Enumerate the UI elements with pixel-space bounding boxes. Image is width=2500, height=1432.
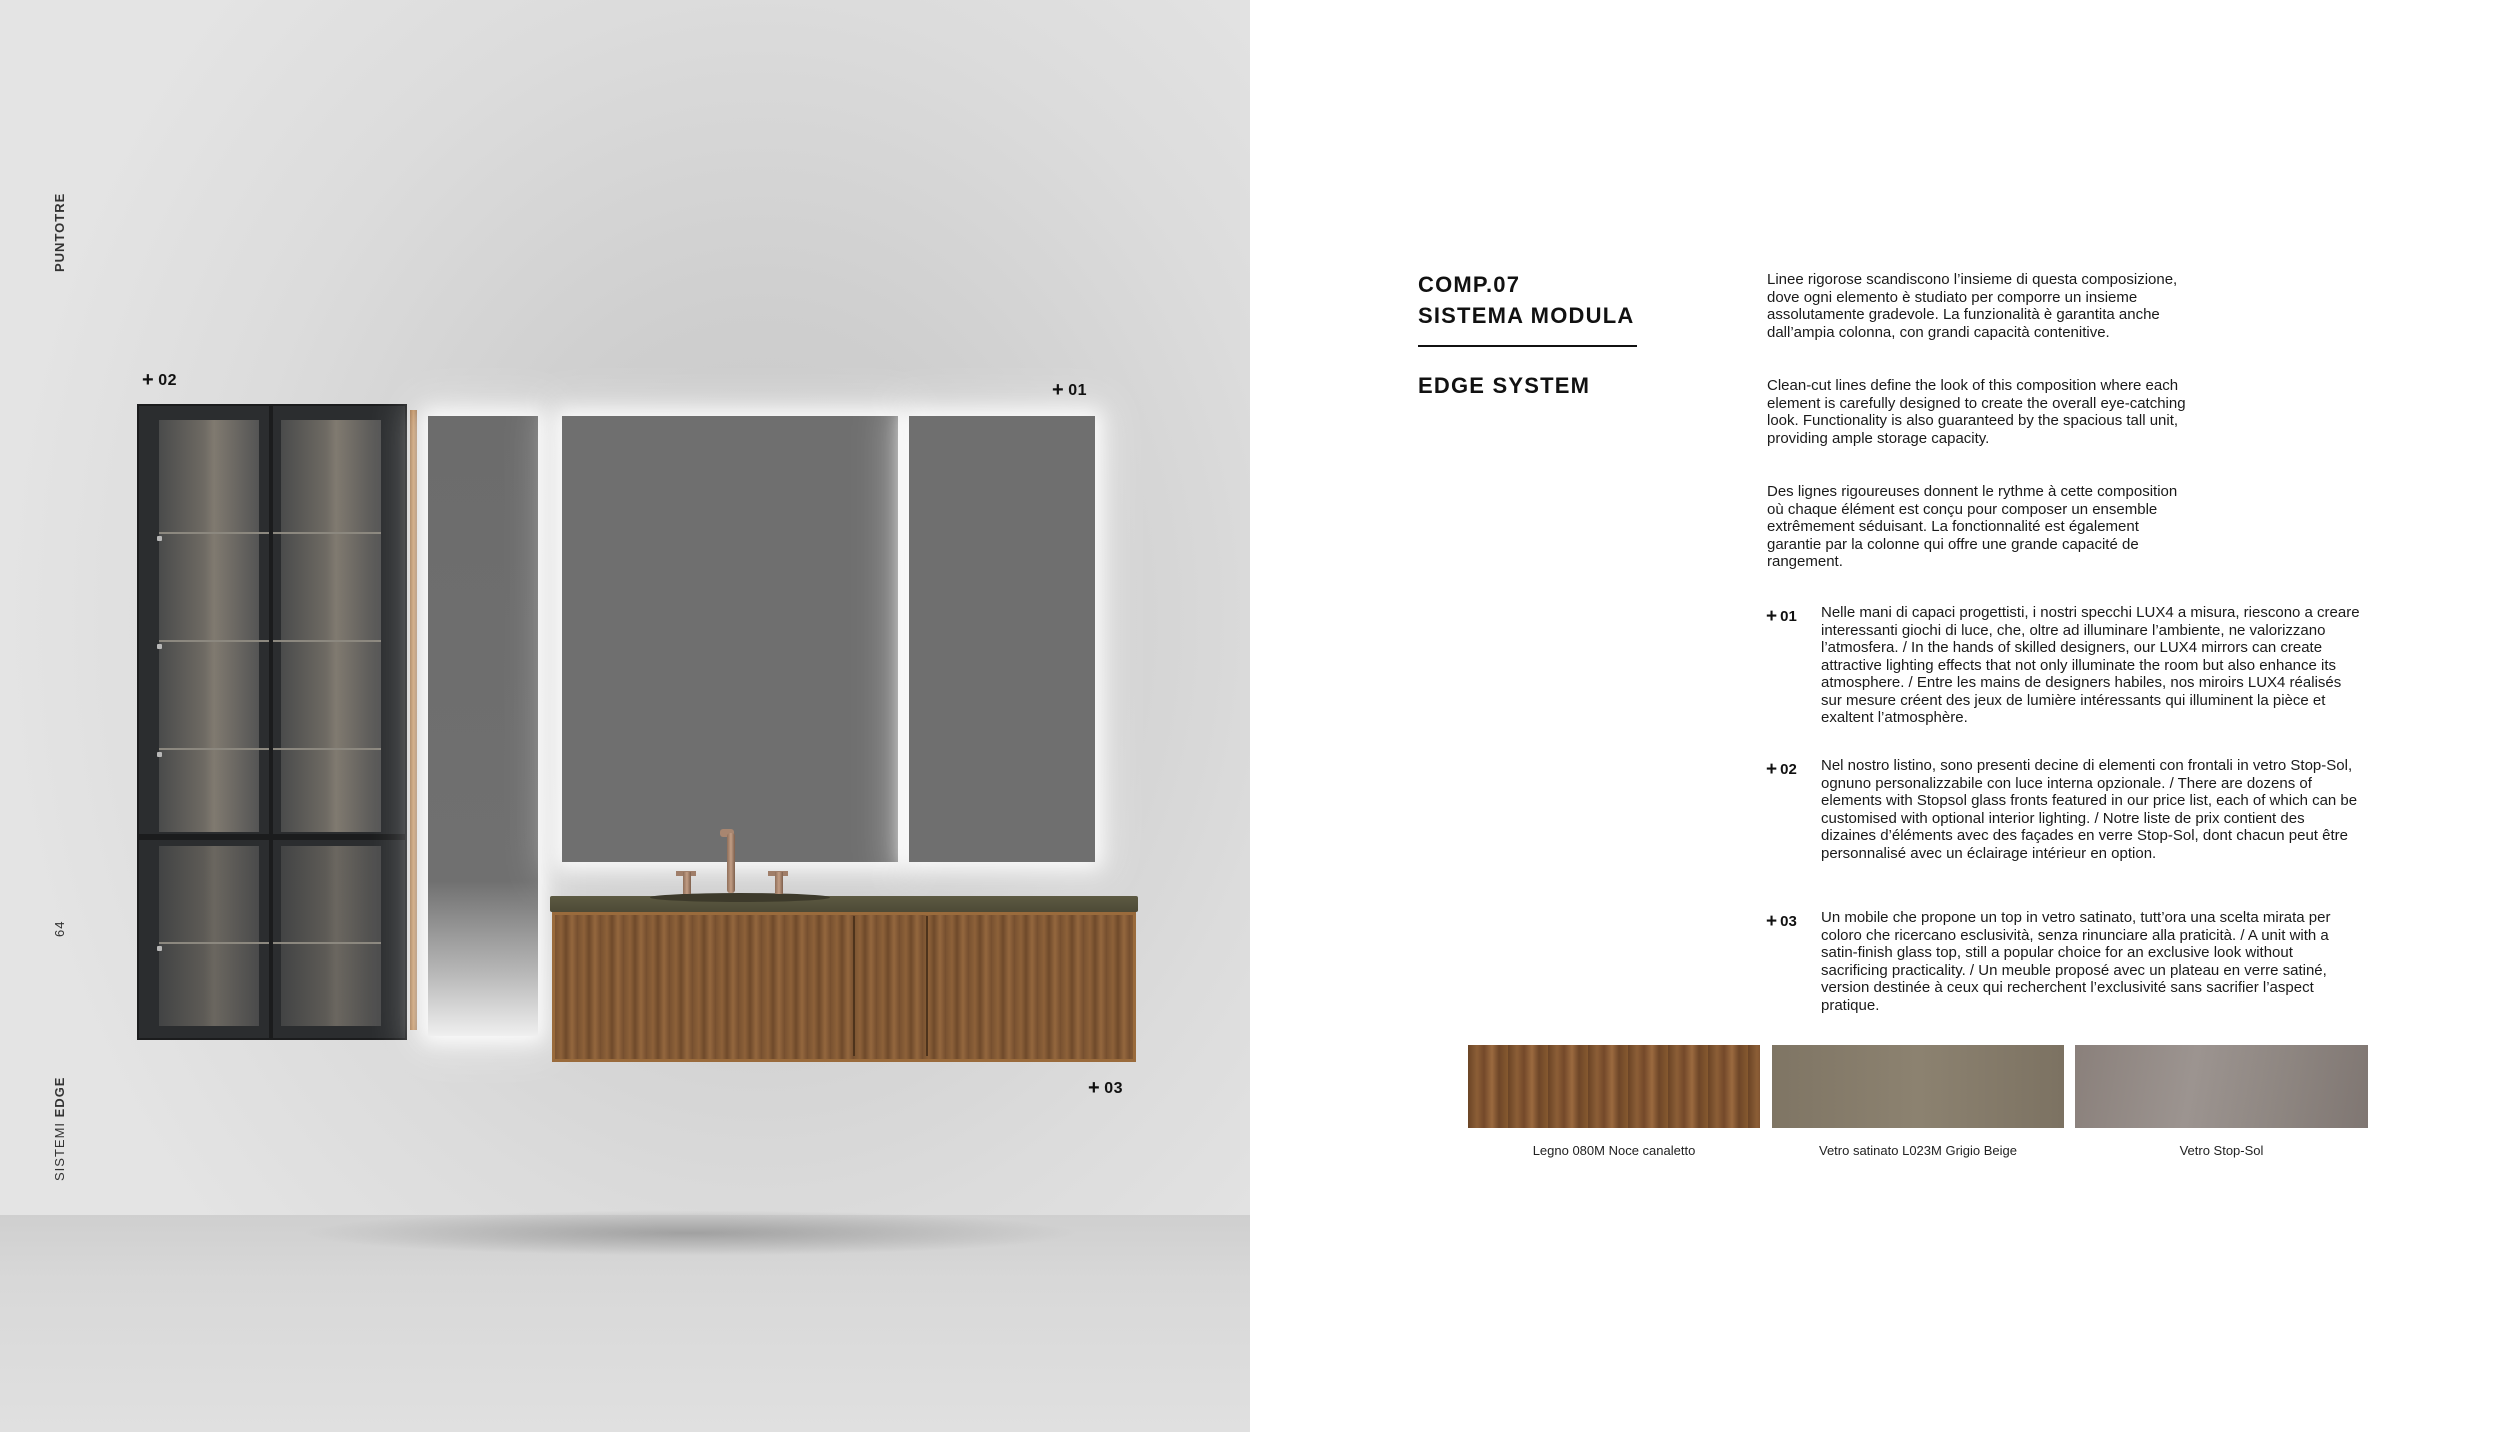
note-text-02: Nel nostro listino, sono presenti decine di elementi con frontali in vetro Stop-Sol, ognuno personalizzabile con luce interna opzionale. / There are dozens of elements with Stopsol glass fronts featured in our price list, each of which can be customised with optional interior lighting. / Notre liste de prix contient des dizaines d’éléments avec des façades en verre Stop-Sol, dont chacun peut être personnalisé avec un éclairage intérieur en option. (1821, 757, 2358, 862)
wood-vanity-unit (552, 912, 1136, 1062)
note-marker-02: + 02 (1766, 759, 1797, 780)
cabinet-section-divider (139, 834, 405, 840)
faucet (727, 833, 735, 893)
swatch-vetro-grigio-beige (1772, 1045, 2064, 1128)
cabinet-door-divider (269, 406, 273, 1038)
cabinet-knob (157, 752, 162, 757)
cabinet-knob (157, 644, 162, 649)
large-backlit-mirror (562, 416, 898, 862)
swatch-label: Vetro satinato L023M Grigio Beige (1818, 1143, 2017, 1158)
callout-02: + 02 (142, 369, 177, 391)
tall-glass-cabinet (137, 404, 407, 1040)
note-marker-03: + 03 (1766, 911, 1797, 932)
cabinet-knob (157, 946, 162, 951)
swatch-label: Vetro Stop-Sol (2179, 1143, 2264, 1158)
composition-number: COMP.07 (1418, 272, 1521, 297)
callout-03: + 03 (1088, 1077, 1123, 1099)
cabinet-glass-pane (159, 420, 259, 832)
swatch-vetro-stop-sol (2075, 1045, 2368, 1128)
vanity-drawer-seam (853, 916, 855, 1056)
faucet-handle (775, 872, 783, 894)
heading-rule (1418, 345, 1637, 347)
note-text-03: Un mobile che propone un top in vetro satinato, tutt’ora una scelta mirata per coloro che ricercano esclusività, senza rinunciare alla praticità. / A unit with a satin-finish glass top, still a popular choice for an exclusive look without sacrificing practicality. / Un meuble proposé avec un plateau en verre satiné, version destinée à ceux qui recherchent l’exclusivité sans sacrifier l’aspect pratique. (1821, 909, 2331, 1014)
description-italian: Linee rigorose scandiscono l’insieme di questa composizione, dove ogni elemento è studiato per comporre un insieme assolutamente gradevole. La funzionalità è garantita anche dall’ampia colonna, con grandi capacità contenitive. (1767, 271, 2178, 341)
floor-shadow (300, 1210, 1080, 1256)
cabinet-knob (157, 536, 162, 541)
note-marker-01: + 01 (1766, 606, 1797, 627)
narrow-backlit-mirror (428, 416, 538, 1036)
right-backlit-mirror (909, 416, 1095, 862)
page-number: 64 (52, 920, 67, 937)
wood-edge-strip (410, 410, 417, 1030)
basin (650, 893, 830, 902)
vanity-glass-top (550, 896, 1138, 912)
description-french: Des lignes rigoureuses donnent le rythme à cette composition où chaque élément est conçu pour composer un ensemble extrêmement séduisant. La fonctionnalité est également garantie par la colonne qui offre une grande capacité de rangement. (1767, 483, 2178, 570)
callout-01: + 01 (1052, 379, 1087, 401)
section-label: SISTEMI EDGE (52, 1076, 67, 1181)
system-subtitle: EDGE SYSTEM (1418, 373, 1591, 398)
faucet-handle (683, 872, 691, 894)
brand-label: PUNTOTRE (52, 192, 67, 272)
note-text-01: Nelle mani di capaci progettisti, i nostri specchi LUX4 a misura, riescono a creare interessanti giochi di luce, che, oltre ad illuminare l’ambiente, ne valorizzano l’atmosfera. / In the hands of skilled designers, our LUX4 mirrors can create attractive lighting effects that not only illuminate the room but also enhance its atmosphere. / Entre les mains de designers habiles, nos miroirs LUX4 réalisés sur mesure créent des jeux de lumière intéressants qui illuminent la pièce et exaltent l’atmosphère. (1821, 604, 2360, 726)
cabinet-glass-pane (281, 846, 381, 1026)
swatch-wood-noce-canaletto (1468, 1045, 1760, 1128)
swatch-label: Legno 080M Noce canaletto (1532, 1143, 1696, 1158)
description-english: Clean-cut lines define the look of this composition where each element is carefully designed to create the overall eye-catching look. Functionality is also guaranteed by the spacious tall unit, providing ample storage capacity. (1767, 377, 2186, 447)
vanity-drawer-seam (926, 916, 928, 1056)
system-name: SISTEMA MODULA (1418, 303, 1635, 328)
cabinet-glass-pane (159, 846, 259, 1026)
cabinet-glass-pane (281, 420, 381, 832)
